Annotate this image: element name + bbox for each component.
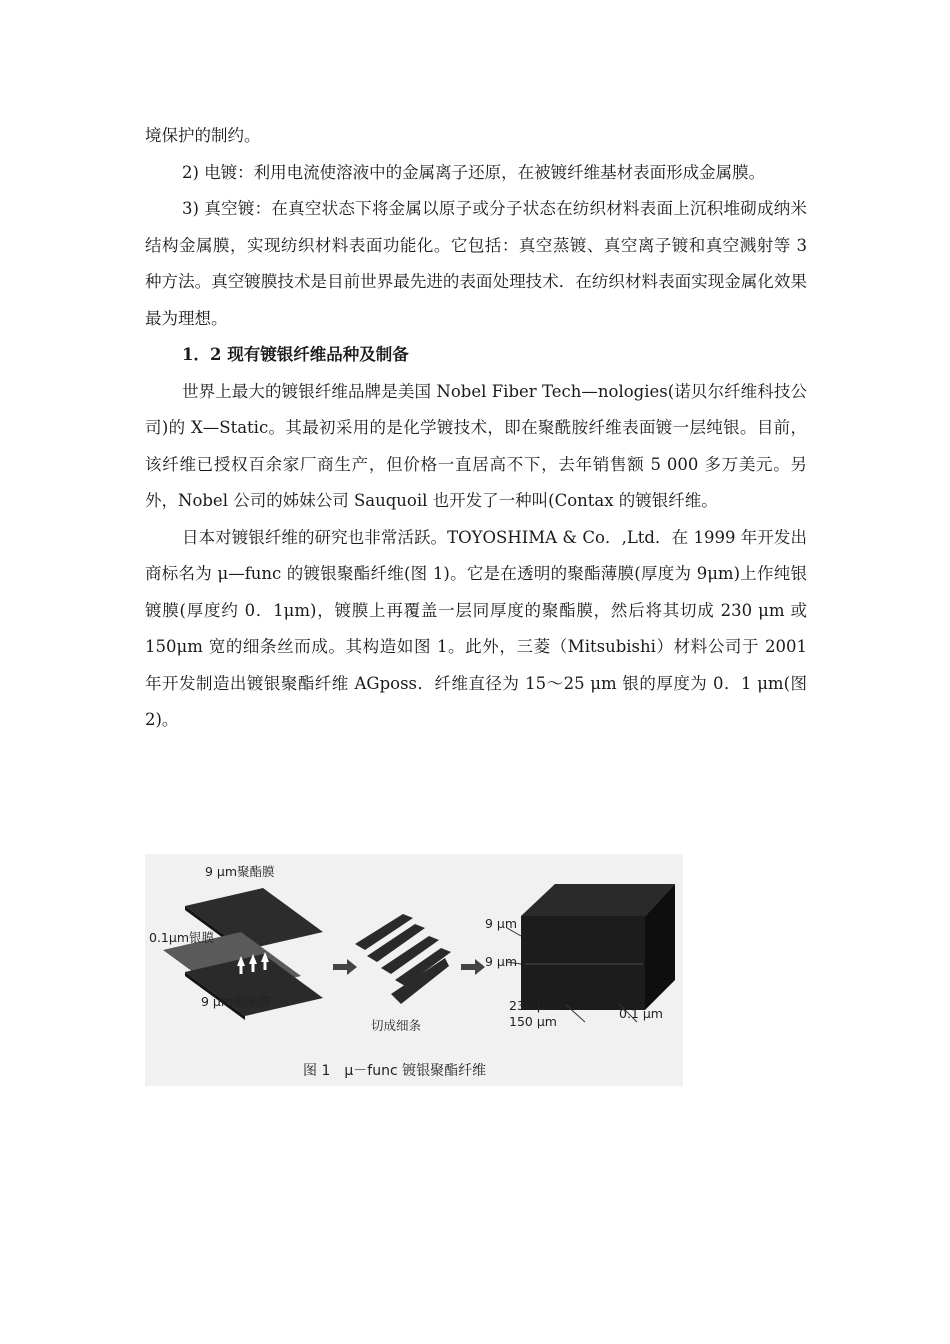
label-silver-film: 0.1μm银膜 (149, 930, 215, 945)
label-9um-bottom: 9 μm (485, 954, 518, 969)
paragraph-x-static: 世界上最大的镀银纤维品牌是美国 Nobel Fiber Tech—nologies(诺贝尔纤维科技公司)的 X—Static。其最初采用的是化学镀技术，即在聚酰胺纤维表面镀一层纯银。目前，该纤维已授权百余家厂商生产，但价格一直居高不下，去年销售额 5 000 多万美元。另外，Nobel 公司的姊妹公司 Sauquoil 也开发了一种叫(Contax 的镀银纤维。 (145, 381, 807, 510)
label-230um: 230 μm (509, 998, 557, 1013)
section-heading: 1．2 现有镀银纤维品种及制备 (182, 345, 409, 364)
paragraph-japan-research: 日本对镀银纤维的研究也非常活跃。TOYOSHIMA & Co．,Ltd．在 1999 年开发出商标名为 μ—func 的镀银聚酯纤维(图 1)。它是在透明的聚酯薄膜(厚度为 9μm)上作纯银镀膜(厚度约 0．1μm)，镀膜上再覆盖一层同厚度的聚酯膜，然后将其切成 230 μm 或 150μm 宽的细条丝而成。其构造如图 1。此外，三菱（Mitsubishi）材料公司于 2001 年开发制造出镀银聚酯纤维 AGposs．纤维直径为 15～25 μm 银的厚度为 0．1 μm(图 2)。 (145, 527, 807, 729)
figure-1-diagram (145, 854, 683, 1086)
paragraph-continuation: 境保护的制约。 (145, 126, 261, 145)
label-9um-top: 9 μm (485, 916, 518, 931)
figure-1-illustration (145, 854, 683, 1086)
paragraph-electroplating: 2) 电镀：利用电流使溶液中的金属离子还原，在被镀纤维基材表面形成金属膜。 (182, 162, 766, 182)
document-body (145, 118, 807, 739)
label-cut-strips: 切成细条 (371, 1018, 422, 1033)
label-150um: 150 μm (509, 1014, 557, 1029)
figure-caption: 图 1 μ－func 镀银聚酯纤维 (303, 1063, 487, 1079)
label-top-film: 9 μm聚酯膜 (205, 864, 275, 879)
paragraph-vacuum-plating: 3) 真空镀：在真空状态下将金属以原子或分子状态在纺织材料表面上沉积堆砌成纳米结构金属膜，实现纺织材料表面功能化。它包括：真空蒸镀、真空离子镀和真空溅射等 3 种方法。真空镀膜技术是目前世界最先进的表面处理技术．在纺织材料表面实现金属化效果最为理想。 (145, 199, 807, 328)
label-bottom-film: 9 μm聚酯膜 (201, 994, 271, 1009)
label-01um: 0.1 μm (619, 1006, 663, 1021)
